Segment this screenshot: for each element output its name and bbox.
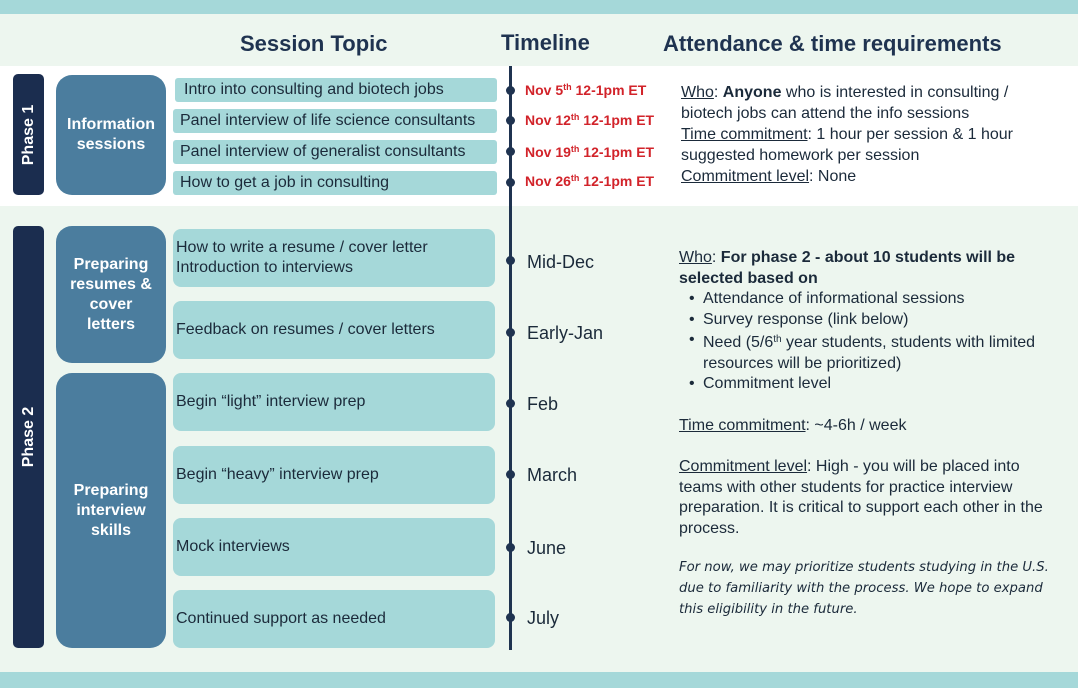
topic-light-prep-label: Begin “light” interview prep <box>176 393 366 410</box>
top-band <box>0 0 1078 14</box>
header-session-topic: Session Topic <box>240 31 388 56</box>
topic-panel-generalist: Panel interview of generalist consultants <box>173 140 497 164</box>
date-nov-19: Nov 19th 12-1pm ET <box>525 144 655 160</box>
group-preparing-resumes-label: Preparing resumes & cover letters <box>70 255 152 333</box>
topic-heavy-prep-label: Begin “heavy” interview prep <box>176 466 379 483</box>
phase2-tag <box>13 226 44 648</box>
selection-criteria-list <box>679 289 1069 395</box>
timeline-dot <box>506 543 515 552</box>
criteria-item: • Attendance of informational sessions <box>679 289 1069 310</box>
phase1-commitment-level: Commitment level: None <box>681 168 857 185</box>
timeline-dot <box>506 399 515 408</box>
date-early-jan: Early-Jan <box>527 323 604 343</box>
phase2-commitment-level: Commitment level: High - you will be placed into teams with other students for practice interview preparation. It is critical to support each other in the process. <box>679 458 1043 537</box>
topic-resume-cover-letter <box>173 229 495 287</box>
date-july: July <box>527 608 560 628</box>
topic-mock-interviews-label: Mock interviews <box>176 538 290 555</box>
topic-intro-consulting: Intro into consulting and biotech jobs <box>175 78 497 102</box>
date-march: March <box>527 465 578 485</box>
phase2-time-commitment: Time commitment: ~4-6h / week <box>679 416 907 434</box>
bottom-band <box>0 672 1078 688</box>
group-preparing-resumes <box>56 226 166 363</box>
date-nov-12: Nov 12th 12-1pm ET <box>525 112 655 128</box>
topic-mock-interviews <box>173 518 495 576</box>
criteria-item: • Need (5/6th year students, students with limited resources will be prioritized) <box>679 330 1069 374</box>
phase2-requirements <box>679 248 1069 620</box>
date-mid-dec: Mid-Dec <box>527 252 595 272</box>
topic-feedback-label: Feedback on resumes / cover letters <box>176 321 435 338</box>
topic-resume-line2: Introduction to interviews <box>176 259 353 276</box>
phase1-time-commitment: Time commitment: 1 hour per session & 1 hour suggested homework per session <box>681 126 1013 164</box>
phase1-requirements <box>681 82 1061 187</box>
topic-resume-line1: How to write a resume / cover letter <box>176 239 428 256</box>
criteria-item: • Survey response (link below) <box>679 310 1069 331</box>
timeline-dot <box>506 328 515 337</box>
date-nov-26: Nov 26th 12-1pm ET <box>525 173 655 189</box>
topic-panel-life-science: Panel interview of life science consultants <box>173 109 497 133</box>
phase1-label: Phase 1 <box>19 104 37 165</box>
timeline-dot <box>506 178 515 187</box>
topic-continued-support <box>173 590 495 648</box>
topic-feedback <box>173 301 495 359</box>
header-attendance: Attendance & time requirements <box>663 31 1002 56</box>
group-information-sessions-label: Information sessions <box>67 116 155 153</box>
phase2-label: Phase 2 <box>19 406 37 468</box>
topic-get-job: How to get a job in consulting <box>173 171 497 195</box>
phase1-who: Who: Anyone who is interested in consulting / biotech jobs can attend the info sessions <box>681 84 1009 122</box>
phase2-who: Who: For phase 2 - about 10 students will be selected based on <box>679 249 1016 287</box>
topic-continued-support-label: Continued support as needed <box>176 610 386 627</box>
timeline-dot <box>506 470 515 479</box>
topic-heavy-prep <box>173 446 495 504</box>
date-june: June <box>527 538 567 558</box>
group-information-sessions <box>56 75 166 195</box>
eligibility-note: For now, we may prioritize students studying in the U.S. due to familiarity with the process. We hope to expand this eligibility in the future. <box>679 560 1049 617</box>
timeline-dot <box>506 256 515 265</box>
group-preparing-interviews-label: Preparing interview skills <box>73 481 149 539</box>
group-preparing-interviews <box>56 373 166 648</box>
timeline-dot <box>506 147 515 156</box>
criteria-item: • Commitment level <box>679 374 1069 395</box>
topic-light-prep <box>173 373 495 431</box>
date-nov-5: Nov 5th 12-1pm ET <box>525 82 647 98</box>
timeline-dot <box>506 613 515 622</box>
header-timeline: Timeline <box>501 30 590 55</box>
phase1-tag <box>13 74 44 195</box>
timeline-dot <box>506 86 515 95</box>
timeline-dot <box>506 116 515 125</box>
date-feb: Feb <box>527 394 559 414</box>
